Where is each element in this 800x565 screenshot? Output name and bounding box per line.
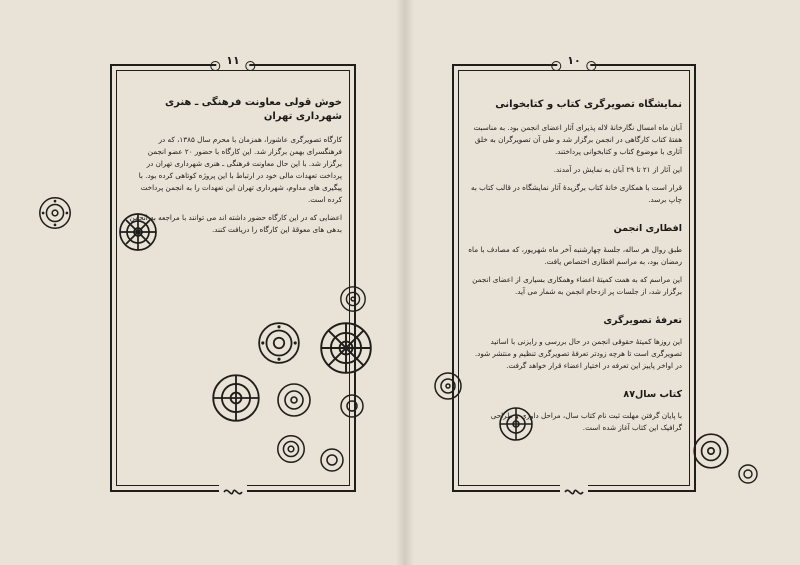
left-bottom-ornament [219, 484, 247, 500]
left-page-title: خوش قولی معاونت فرهنگی ـ هنری شهرداری تهران [164, 97, 342, 122]
section-title: افطاری انجمن [613, 223, 682, 234]
flower-ornament [274, 380, 314, 420]
flower-ornament [338, 284, 368, 314]
section-paragraph: با پایان گرفتن مهلت ثبت نام کتاب سال، مراحل داوری و طراحی گرافیک این کتاب آغاز شده است. [490, 411, 682, 432]
section-paragraph: آبان ماه امسال نگارخانهٔ لاله پذیرای آثار اعضای انجمن بود. به مناسبت هفتهٔ کتاب کارگاهی در انجمن برگزار شد و طی آن تصویرگران به خلق آثاری با موضوع کتاب و کتابخوانی پرداختند. [473, 123, 682, 156]
section-paragraph: طبق روال هر ساله، جلسهٔ چهارشنبه آخر ماه شهریور، که مصادف با ماه رمضان بود، به مراسم افطاری اختصاص یافت. [468, 245, 682, 266]
right-page-number: ١٠ [557, 54, 590, 67]
flower-ornament [736, 462, 760, 486]
flower-ornament [116, 210, 160, 254]
flower-ornament [210, 372, 262, 424]
left-page-number: ١١ [216, 54, 249, 67]
right-bottom-ornament [560, 484, 588, 500]
section-paragraph: قرار است با همکاری خانهٔ کتاب برگزیدهٔ آثار نمایشگاه در قالب کتاب به چاپ برسد. [471, 183, 682, 204]
section-title: کتاب سال۸۷ [623, 389, 682, 400]
section-title: تعرفهٔ تصویرگری [603, 315, 682, 326]
right-page-frame [452, 54, 696, 492]
left-page-content [128, 96, 342, 242]
flower-ornament [318, 320, 374, 376]
flower-ornament [338, 392, 366, 420]
flower-ornament [36, 194, 74, 232]
left-page-frame [110, 54, 356, 492]
flower-ornament [274, 432, 308, 466]
flower-ornament [496, 404, 536, 444]
section-paragraph: این آثار از ۲۱ تا ۲۹ آبان به نمایش در آمدند. [553, 165, 682, 174]
left-paragraph: اعضایی که در این کارگاه حضور داشته اند می توانند با مراجعه به انجمن بدهی های معوقهٔ این کارگاه را دریافت کنند. [129, 213, 342, 234]
section-paragraph: این روزها کمیتهٔ حقوقی انجمن در حال بررسی و رایزنی با اساتید تصویرگری است تا هرچه زودتر تعرفهٔ تصویرگری تنظیم و منتشر شود. در اواخر پاییز این تعرفه در اختیار اعضاء قرار خواهد گرفت. [474, 337, 682, 370]
flower-ornament [256, 320, 302, 366]
section-title: نمایشگاه تصویرگری کتاب و کتابخوانی [495, 99, 682, 110]
flower-ornament [318, 446, 346, 474]
right-page-content [468, 98, 682, 440]
flower-ornament [432, 370, 464, 402]
flower-ornament [690, 430, 732, 472]
left-paragraph: کارگاه تصویرگری عاشورا، همزمان با محرم سال ۱۳۸۵، که در فرهنگسرای بهمن برگزار شد. این کارگاه با حضور ۲۰ عضو انجمن برگزار شد. با این حال معاونت فرهنگی ـ هنری شهرداری تهران در پرداخت تعهدات مالی خود در ارتباط با این پروژه کوتاهی کرده بود. با پیگیری های مداوم، شهرداری تهران این تعهدات را به انجمن پرداخت کرده است. [138, 135, 342, 204]
book-gutter [396, 0, 414, 565]
section-paragraph: این مراسم که به همت کمیتهٔ اعضاء وهمکاری بسیاری از اعضای انجمن برگزار شد، از جلسات پر ازدحام انجمن به شمار می آید. [472, 275, 682, 296]
